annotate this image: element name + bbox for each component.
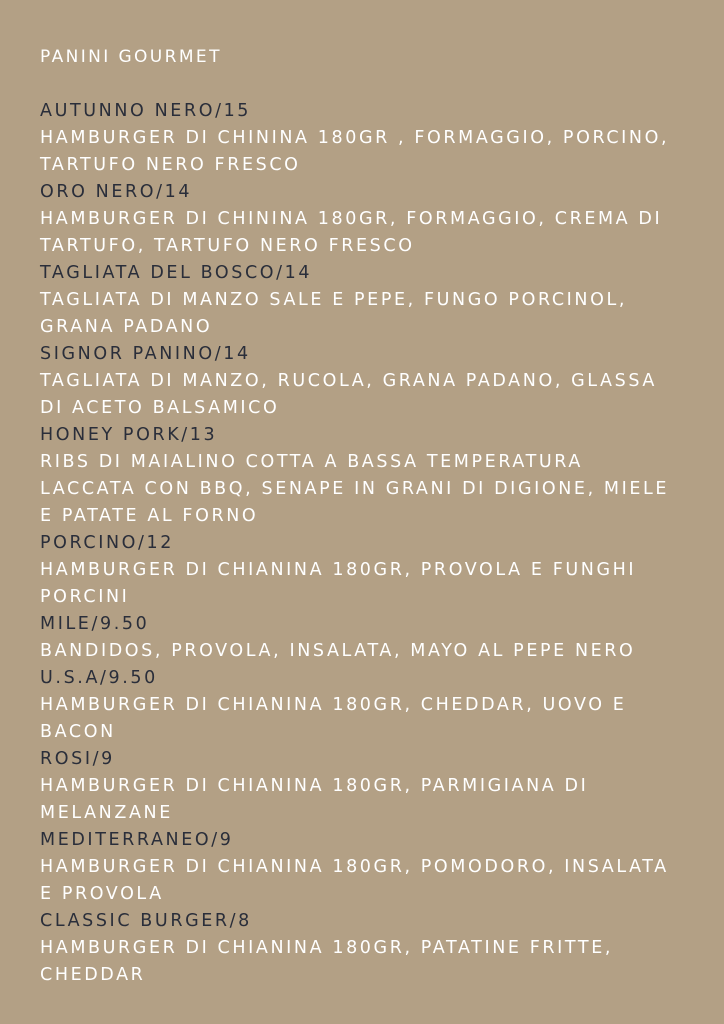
menu-item-name: PORCINO/12 [40,533,175,553]
menu-page [40,44,710,989]
menu-item [40,827,710,908]
menu-item-description-line: CHEDDAR [40,965,146,985]
menu-item-description-line: TAGLIATA DI MANZO, RUCOLA, GRANA PADANO, GLASSA [40,371,657,391]
menu-item-name: CLASSIC BURGER/8 [40,911,252,931]
menu-item-description-line: HAMBURGER DI CHIANINA 180GR, PARMIGIANA DI [40,776,589,796]
menu-item-description-line: BACON [40,722,116,742]
menu-item-description-line: GRANA PADANO [40,317,213,337]
menu-item-name: TAGLIATA DEL BOSCO/14 [40,263,313,283]
menu-item-description-line: LACCATA CON BBQ, SENAPE IN GRANI DI DIGIONE, MIELE [40,479,670,499]
menu-item-description-line: DI ACETO BALSAMICO [40,398,280,418]
menu-title: PANINI GOURMET [40,47,222,67]
menu-item-name: HONEY PORK/13 [40,425,218,445]
menu-item-description-line: E PROVOLA [40,884,164,904]
menu-item [40,260,710,341]
menu-item-description-line: HAMBURGER DI CHININA 180GR , FORMAGGIO, PORCINO, [40,128,670,148]
menu-item-description-line: RIBS DI MAIALINO COTTA A BASSA TEMPERATURA [40,452,583,472]
menu-item-name: MEDITERRANEO/9 [40,830,234,850]
menu-item-description-line: BANDIDOS, PROVOLA, INSALATA, MAYO AL PEPE NERO [40,641,636,661]
menu-item [40,98,710,179]
menu-item-description-line: MELANZANE [40,803,173,823]
menu-item-description-line: TARTUFO NERO FRESCO [40,155,301,175]
menu-item-description-line: HAMBURGER DI CHIANINA 180GR, PROVOLA E FUNGHI [40,560,637,580]
menu-item [40,422,710,530]
menu-item-description-line: TAGLIATA DI MANZO SALE E PEPE, FUNGO PORCINOL, [40,290,628,310]
menu-item-name: AUTUNNO NERO/15 [40,101,252,121]
menu-item-description-line: HAMBURGER DI CHININA 180GR, FORMAGGIO, CREMA DI [40,209,663,229]
menu-item [40,611,710,665]
menu-item-name: ORO NERO/14 [40,182,193,202]
menu-item [40,341,710,422]
menu-item-description-line: TARTUFO, TARTUFO NERO FRESCO [40,236,415,256]
menu-item-description-line: E PATATE AL FORNO [40,506,259,526]
menu-item [40,179,710,260]
menu-item [40,746,710,827]
menu-item-name: U.S.A/9.50 [40,668,158,688]
menu-item-description-line: HAMBURGER DI CHIANINA 180GR, POMODORO, INSALATA [40,857,669,877]
menu-item-name: SIGNOR PANINO/14 [40,344,251,364]
menu-item-description-line: HAMBURGER DI CHIANINA 180GR, CHEDDAR, UOVO E [40,695,627,715]
menu-item-description-line: HAMBURGER DI CHIANINA 180GR, PATATINE FRITTE, [40,938,614,958]
menu-item [40,908,710,989]
menu-item-name: ROSI/9 [40,749,115,769]
menu-item [40,530,710,611]
menu-item [40,665,710,746]
menu-item-name: MILE/9.50 [40,614,150,634]
menu-item-description-line: PORCINI [40,587,130,607]
